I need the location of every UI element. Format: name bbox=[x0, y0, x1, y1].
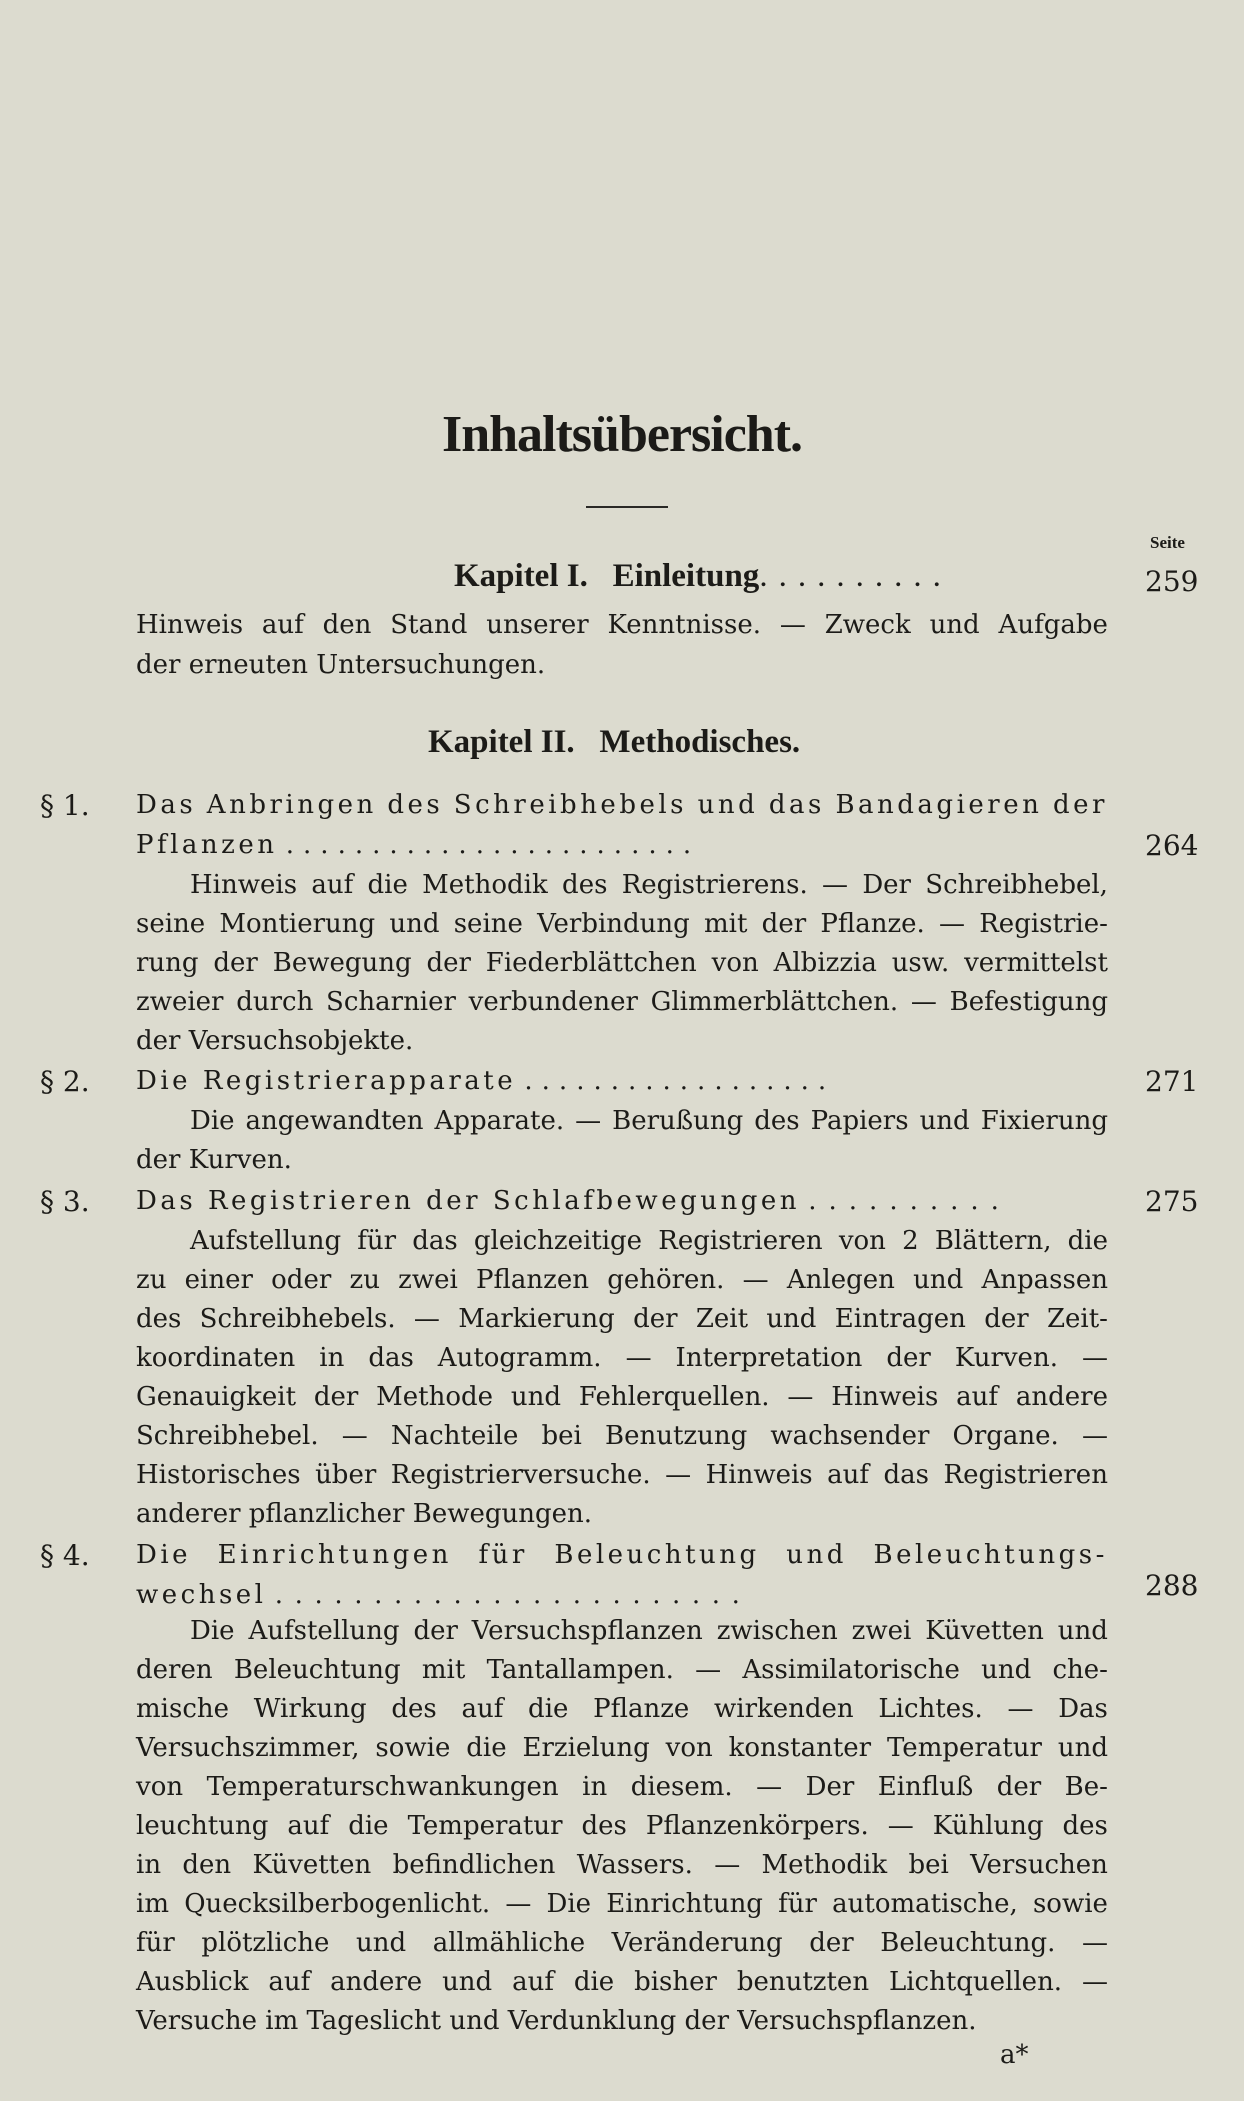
chapter-1-page: 259 bbox=[1145, 565, 1199, 598]
section-4-line: in den Küvetten befindlichen Wassers. — Methodik bei Versuchen bbox=[136, 1850, 1108, 1880]
section-3-mark: § 3. bbox=[40, 1185, 90, 1218]
section-4-line: von Temperaturschwankungen in diesem. — Der Einfluß der Be- bbox=[136, 1772, 1108, 1802]
section-3-page: 275 bbox=[1145, 1185, 1199, 1218]
section-1-page: 264 bbox=[1145, 829, 1199, 862]
section-4-dots: ........................ bbox=[274, 1580, 752, 1610]
section-4-title-cont bbox=[136, 1582, 752, 1608]
chapter-1-dots: .......... bbox=[759, 558, 952, 594]
section-4-line: Die Aufstellung der Versuchspflanzen zwischen zwei Küvetten und bbox=[190, 1616, 1108, 1646]
signature-mark: a* bbox=[1000, 2040, 1029, 2070]
section-3-title-row bbox=[136, 1188, 1011, 1214]
section-4-title: Die Einrichtungen für Beleuchtung und Beleuchtungs- bbox=[136, 1540, 1108, 1570]
section-3-line: Schreibhebel. — Nachteile bei Benutzung wachsender Organe. — bbox=[136, 1421, 1108, 1451]
seite-label: Seite bbox=[1150, 533, 1185, 552]
section-1-line: seine Montierung und seine Verbindung mit der Pflanze. — Registrie- bbox=[136, 909, 1108, 939]
section-3-line: Aufstellung für das gleichzeitige Registrieren von 2 Blättern, die bbox=[190, 1226, 1108, 1256]
section-4-line: mische Wirkung des auf die Pflanze wirkenden Lichtes. — Das bbox=[136, 1694, 1108, 1724]
section-3-line: anderer pflanzlicher Bewegungen. bbox=[136, 1499, 593, 1529]
section-1-title-end: Pflanzen bbox=[136, 830, 278, 860]
title-rule bbox=[586, 506, 668, 508]
section-4-page: 288 bbox=[1145, 1569, 1199, 1602]
section-1-line: rung der Bewegung der Fiederblättchen von Albizzia usw. vermittelst bbox=[136, 948, 1108, 978]
section-1-line: der Versuchsobjekte. bbox=[136, 1026, 414, 1056]
section-3-line: zu einer oder zu zwei Pflanzen gehören. — Anlegen und Anpassen bbox=[136, 1265, 1108, 1295]
section-4-line: deren Beleuchtung mit Tantallampen. — Assimilatorische und che- bbox=[136, 1655, 1108, 1685]
chapter-2-title: Kapitel II. Methodisches. bbox=[428, 724, 801, 760]
section-2-page: 271 bbox=[1145, 1065, 1199, 1098]
page-title: Inhaltsübersicht. bbox=[441, 406, 803, 463]
section-4-line: im Quecksilberbogenlicht. — Die Einrichtung für automatische, sowie bbox=[136, 1889, 1108, 1919]
section-3-line: koordinaten in das Autogramm. — Interpretation der Kurven. — bbox=[136, 1343, 1108, 1373]
chapter-1-title-text: Kapitel I. Einleitung bbox=[454, 558, 760, 594]
section-2-title-row bbox=[136, 1068, 835, 1094]
section-3-line: des Schreibhebels. — Markierung der Zeit und Eintragen der Zeit- bbox=[136, 1304, 1108, 1334]
section-1-line: Hinweis auf die Methodik des Registrierens. — Der Schreibhebel, bbox=[190, 870, 1108, 900]
section-4-title-end: wechsel bbox=[136, 1580, 267, 1610]
chapter-1-title bbox=[454, 558, 952, 595]
section-4-line: Versuchszimmer, sowie die Erzielung von konstanter Temperatur und bbox=[136, 1733, 1108, 1763]
chapter-1-summary-line: Hinweis auf den Stand unserer Kenntnisse. — Zweck und Aufgabe bbox=[136, 610, 1108, 640]
chapter-1-summary-line: der erneuten Untersuchungen. bbox=[136, 650, 546, 680]
section-1-mark: § 1. bbox=[40, 789, 90, 822]
section-1-title-cont bbox=[136, 832, 700, 858]
section-1-dots: ........................ bbox=[285, 830, 701, 860]
section-4-line: für plötzliche und allmähliche Veränderung der Beleuchtung. — bbox=[136, 1928, 1108, 1958]
section-3-line: Historisches über Registrierversuche. — Hinweis auf das Registrieren bbox=[136, 1460, 1108, 1490]
section-4-line: Ausblick auf andere und auf die bisher benutzten Lichtquellen. — bbox=[136, 1967, 1108, 1997]
section-4-line: Versuche im Tageslicht und Verdunklung der Versuchspflanzen. bbox=[136, 2006, 977, 2036]
section-2-line: Die angewandten Apparate. — Berußung des Papiers und Fixierung bbox=[190, 1106, 1108, 1136]
section-2-title: Die Registrierapparate bbox=[136, 1066, 517, 1096]
section-4-line: leuchtung auf die Temperatur des Pflanzenkörpers. — Kühlung des bbox=[136, 1811, 1108, 1841]
section-1-line: zweier durch Scharnier verbundener Glimmerblättchen. — Befestigung bbox=[136, 987, 1108, 1017]
section-2-line: der Kurven. bbox=[136, 1145, 292, 1175]
section-1-title: Das Anbringen des Schreibhebels und das Bandagieren der bbox=[136, 790, 1108, 820]
section-4-mark: § 4. bbox=[40, 1539, 90, 1572]
section-3-title: Das Registrieren der Schlafbewegungen bbox=[136, 1186, 800, 1216]
section-2-dots: .................. bbox=[524, 1066, 836, 1096]
section-2-mark: § 2. bbox=[40, 1065, 90, 1098]
section-3-line: Genauigkeit der Methode und Fehlerquellen. — Hinweis auf andere bbox=[136, 1382, 1108, 1412]
section-3-dots: .......... bbox=[808, 1186, 1011, 1216]
